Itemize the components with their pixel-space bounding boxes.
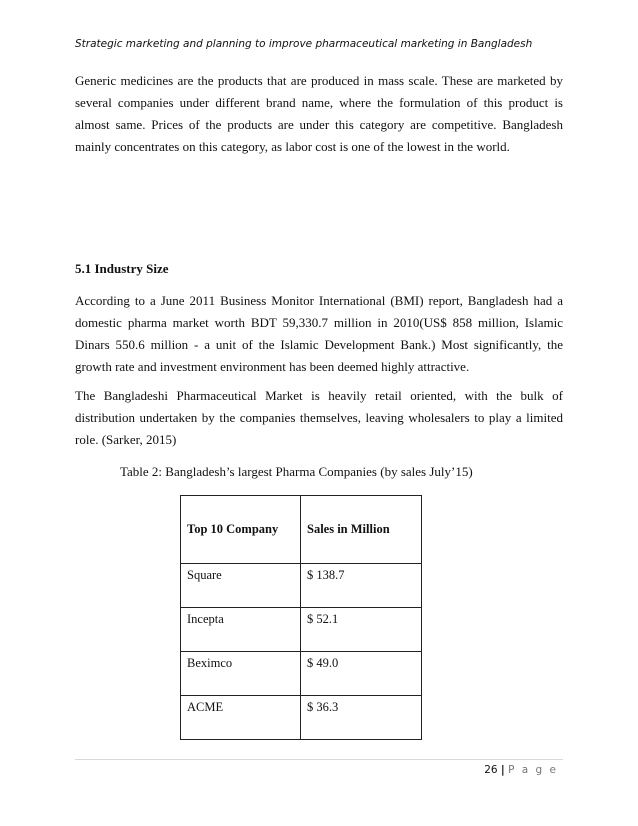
table-row <box>181 608 422 652</box>
pharma-companies-table <box>180 495 422 740</box>
page-number: 26 <box>484 764 498 776</box>
page-label: P a g e <box>508 764 558 776</box>
paragraph-generic-medicines: Generic medicines are the products that are produced in mass scale. These are marketed by several companies under different brand name, where the formulation of this product is almost same. Prices of the products are under this category are competitive. Bangladesh mainly concentrates on this category, as labor cost is one of the lowest in the world. <box>75 73 563 154</box>
company-cell: Beximco <box>181 652 301 696</box>
table-row <box>181 652 422 696</box>
column-header-company: Top 10 Company <box>181 496 301 564</box>
sales-cell: $ 52.1 <box>301 608 422 652</box>
section-heading: 5.1 Industry Size <box>75 261 169 276</box>
table-row <box>181 564 422 608</box>
table-caption: Table 2: Bangladesh’s largest Pharma Companies (by sales July’15) <box>120 464 473 479</box>
column-header-sales: Sales in Million <box>301 496 422 564</box>
running-header: Strategic marketing and planning to improve pharmaceutical marketing in Bangladesh <box>75 38 533 50</box>
table-row <box>181 696 422 740</box>
sales-cell: $ 138.7 <box>301 564 422 608</box>
paragraph-bmi-report: According to a June 2011 Business Monitor International (BMI) report, Bangladesh had a domestic pharma market worth BDT 59,330.7 million in 2010(US$ 858 million, Islamic Dinars 550.6 million - a unit of the Islamic Development Bank.) Most significantly, the growth rate and investment environment has been deemed highly attractive. <box>75 293 563 374</box>
footer-divider <box>75 759 563 760</box>
company-cell: Square <box>181 564 301 608</box>
company-cell: Incepta <box>181 608 301 652</box>
company-cell: ACME <box>181 696 301 740</box>
table-header-row <box>181 496 422 564</box>
sales-cell: $ 36.3 <box>301 696 422 740</box>
paragraph-retail-distribution: The Bangladeshi Pharmaceutical Market is heavily retail oriented, with the bulk of distribution undertaken by the companies themselves, leaving wholesalers to play a limited role. (Sarker, 2015) <box>75 388 563 447</box>
sales-cell: $ 49.0 <box>301 652 422 696</box>
page-footer <box>484 764 558 776</box>
footer-separator: | <box>500 764 505 776</box>
